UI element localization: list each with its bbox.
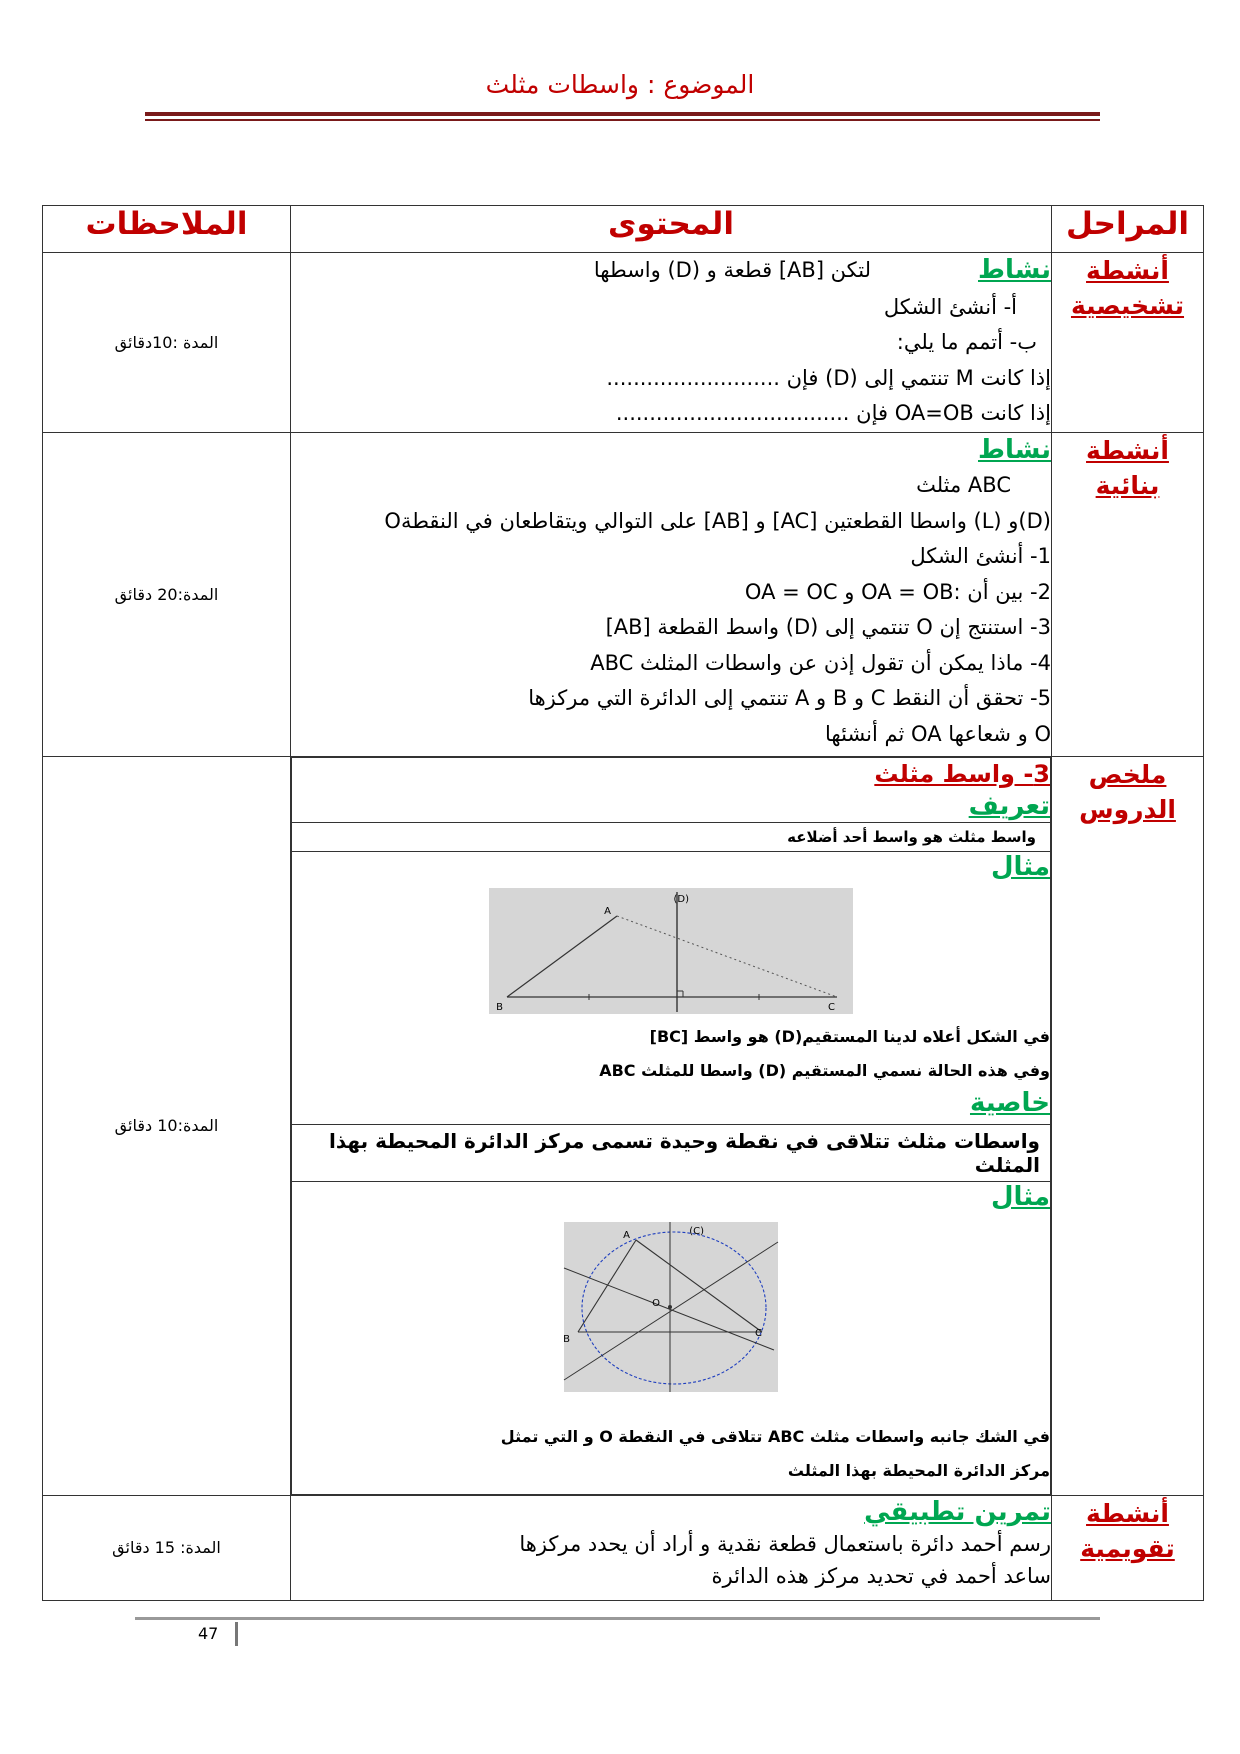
footer-rule <box>135 1617 1100 1620</box>
activity-statement: لتكن [AB] قطعة و (D) واسطها <box>593 258 871 282</box>
lesson-summary <box>291 757 1051 1495</box>
content-line: أ- أنشئ الشكل <box>883 294 1017 319</box>
content-line: ABC مثلث <box>916 473 1011 497</box>
content-cell <box>291 432 1052 756</box>
label-b: B <box>496 1001 503 1013</box>
label-a: A <box>604 905 611 917</box>
property-label: خاصية <box>969 1087 1050 1118</box>
content-line: 4- ماذا يمكن أن تقول إذن عن واسطات المثلث ABC <box>590 650 1051 675</box>
content-line: O و شعاعها OA ثم أنشئها <box>825 721 1051 746</box>
table-row <box>43 253 1204 433</box>
label-b: B <box>563 1333 570 1345</box>
exercise-label: تمرين تطبيقي <box>864 1496 1051 1527</box>
stage-cell: ملخص الدروس <box>1052 756 1204 1495</box>
footer-tick <box>235 1622 238 1646</box>
table-row <box>43 1495 1204 1600</box>
content-line: ساعد أحمد في تحديد مركز هذه الدائرة <box>711 1563 1051 1588</box>
label-c: C <box>828 1001 835 1013</box>
content-cell <box>291 1495 1052 1600</box>
label-o: O <box>652 1297 660 1309</box>
note-cell: المدة:20 دقائق <box>43 432 291 756</box>
example-text: وفي هذه الحالة نسمي المستقيم (D) واسطا للمثلث ABC <box>599 1060 1050 1080</box>
table-row <box>43 756 1204 1495</box>
content-line: رسم أحمد دائرة باستعمال قطعة نقدية و أراد أن يحدد مركزها <box>519 1531 1051 1556</box>
note-cell: المدة :10دقائق <box>43 253 291 433</box>
stage-cell: أنشطة تقويمية <box>1052 1495 1204 1600</box>
stage-cell: أنشطة بنائية <box>1052 432 1204 756</box>
table-row <box>43 432 1204 756</box>
example-text: في الشكل أعلاه لدينا المستقيم(D) هو واسط [BC] <box>649 1026 1050 1046</box>
lesson-table <box>42 205 1204 1601</box>
title-rule <box>145 112 1100 116</box>
label-d: (D) <box>673 893 689 905</box>
definition-label: تعريف <box>968 790 1050 821</box>
content-line: 3- استنتج إن O تنتمي إلى (D) واسط القطعة [AB] <box>605 615 1051 639</box>
content-cell <box>291 253 1052 433</box>
content-line: (D)و (L) واسطا القطعتين [AC] و [AB] على التوالي ويتقاطعان في النقطةO <box>384 508 1051 533</box>
content-line: 5- تحقق أن النقط C و B و A تنتمي إلى الدائرة التي مركزها <box>528 686 1051 710</box>
content-cell <box>291 756 1052 1495</box>
label-a: A <box>623 1229 630 1241</box>
perpendicular-bisector-figure <box>489 888 853 1014</box>
activity-label: نشاط <box>978 255 1051 285</box>
table-header-row <box>43 206 1204 253</box>
property-text: واسطات مثلث تتلاقى في نقطة وحيدة تسمى مركز الدائرة المحيطة بهذا المثلث <box>292 1124 1051 1181</box>
header-stages: المراحل <box>1052 206 1204 253</box>
example-label: مثال <box>990 851 1050 882</box>
circumcircle-figure <box>564 1222 778 1392</box>
section-title: 3- واسط مثلث <box>874 759 1050 788</box>
page-title: الموضوع : واسطات مثلث <box>485 70 755 99</box>
stage-cell: أنشطة تشخيصية <box>1052 253 1204 433</box>
content-line: 2- بين أن :OA = OB و OA = OC <box>744 579 1051 604</box>
example-label: مثال <box>990 1181 1050 1212</box>
content-line: إذا كانت M تنتمي إلى (D) فإن .......................... <box>606 365 1051 390</box>
content-line: ب- أتمم ما يلي: <box>896 330 1037 354</box>
definition-text: واسط مثلث هو واسط أحد أضلاعه <box>292 822 1051 851</box>
activity-label: نشاط <box>978 434 1051 465</box>
label-circle: (C) <box>689 1225 704 1237</box>
header-notes: الملاحظات <box>43 206 291 253</box>
page-number: 47 <box>198 1624 219 1643</box>
note-cell: المدة:10 دقائق <box>43 756 291 1495</box>
example-text: مركز الدائرة المحيطة بهذا المثلث <box>787 1460 1050 1480</box>
label-c: C <box>755 1327 762 1339</box>
content-line: إذا كانت OA=OB فإن ................................... <box>615 401 1051 425</box>
content-line: 1- أنشئ الشكل <box>910 544 1051 568</box>
activity-row <box>291 253 1051 290</box>
title-rule-thin <box>145 119 1100 121</box>
note-cell: المدة: 15 دقائق <box>43 1495 291 1600</box>
example-text: في الشك جانبه واسطات مثلث ABC تتلاقى في النقطة O و التي تمثل <box>500 1426 1050 1446</box>
header-content: المحتوى <box>291 206 1052 253</box>
